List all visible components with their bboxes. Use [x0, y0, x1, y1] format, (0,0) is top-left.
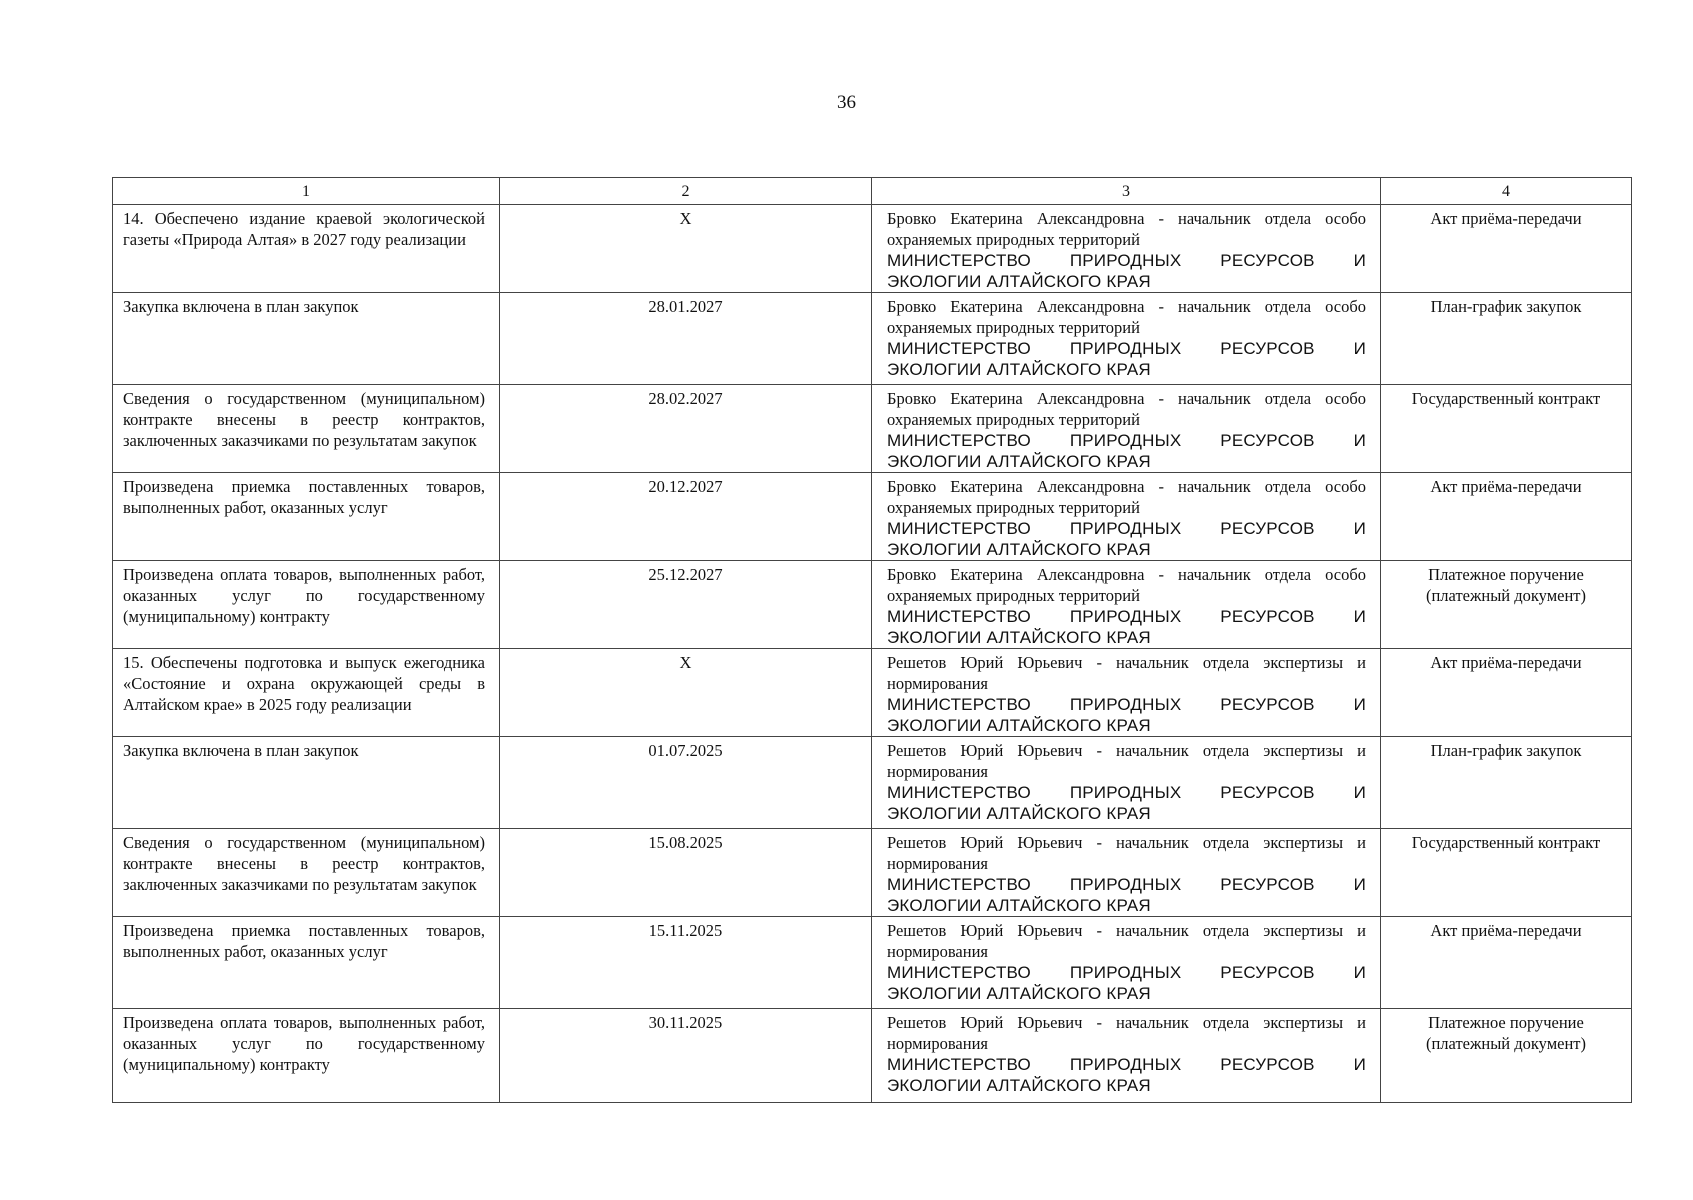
event-text: Закупка включена в план закупок: [123, 297, 359, 316]
document-cell: [1381, 917, 1632, 1009]
responsible-person: Бровко Екатерина Александровна - начальник отдела особо охраняемых природных территорий: [887, 297, 1366, 337]
organization-word: ПРИРОДНЫХ: [1069, 251, 1182, 270]
organization-word: И: [1353, 431, 1366, 450]
organization-word: РЕСУРСОВ: [1220, 431, 1315, 450]
document-text: Акт приёма-передачи: [1430, 209, 1582, 228]
document-cell: [1381, 385, 1632, 473]
organization: [887, 874, 1366, 916]
responsible-person: Решетов Юрий Юрьевич - начальник отдела экспертизы и нормирования: [887, 921, 1366, 961]
organization-word: РЕСУРСОВ: [1220, 695, 1315, 714]
responsible-cell: [872, 561, 1381, 649]
event-text: Произведена приемка поставленных товаров, выполненных работ, оказанных услуг: [123, 477, 485, 517]
organization-line-2: ЭКОЛОГИИ АЛТАЙСКОГО КРАЯ: [887, 804, 1151, 823]
event-cell: [113, 473, 500, 561]
document-text: Акт приёма-передачи: [1430, 653, 1582, 672]
event-text: Произведена оплата товаров, выполненных работ, оказанных услуг по государственному (муниципальному) контракту: [123, 1013, 485, 1074]
organization-line-2: ЭКОЛОГИИ АЛТАЙСКОГО КРАЯ: [887, 360, 1151, 379]
organization-word: ПРИРОДНЫХ: [1069, 431, 1182, 450]
organization-word: МИНИСТЕРСТВО: [887, 519, 1031, 538]
event-cell: [113, 649, 500, 737]
table-row: [113, 385, 1632, 473]
event-cell: [113, 205, 500, 293]
organization-word: РЕСУРСОВ: [1220, 519, 1315, 538]
responsible-person: Бровко Екатерина Александровна - начальник отдела особо охраняемых природных территорий: [887, 477, 1366, 517]
responsible-person: Решетов Юрий Юрьевич - начальник отдела экспертизы и нормирования: [887, 741, 1366, 781]
organization-line-2: ЭКОЛОГИИ АЛТАЙСКОГО КРАЯ: [887, 452, 1151, 471]
organization-word: И: [1353, 695, 1366, 714]
responsible-person: Бровко Екатерина Александровна - начальник отдела особо охраняемых природных территорий: [887, 565, 1366, 605]
date-text: 20.12.2027: [648, 477, 723, 496]
responsible-person: Бровко Екатерина Александровна - начальник отдела особо охраняемых природных территорий: [887, 209, 1366, 249]
column-header: 3: [872, 178, 1381, 205]
event-text: 14. Обеспечено издание краевой экологической газеты «Природа Алтая» в 2027 году реализации: [123, 209, 485, 249]
table-row: [113, 917, 1632, 1009]
responsible-cell: [872, 293, 1381, 385]
organization-word: ПРИРОДНЫХ: [1069, 339, 1182, 358]
responsible-cell: [872, 385, 1381, 473]
event-cell: [113, 385, 500, 473]
table-row: [113, 649, 1632, 737]
organization: [887, 782, 1366, 824]
date-text: 01.07.2025: [648, 741, 723, 760]
organization-line-2: ЭКОЛОГИИ АЛТАЙСКОГО КРАЯ: [887, 540, 1151, 559]
document-text: Государственный контракт: [1411, 389, 1601, 408]
event-text: Сведения о государственном (муниципальном) контракте внесены в реестр контрактов, заключенных заказчиками по результатам закупок: [123, 389, 485, 450]
date-text: 28.01.2027: [648, 297, 723, 316]
responsible-cell: [872, 829, 1381, 917]
responsible-person: Решетов Юрий Юрьевич - начальник отдела экспертизы и нормирования: [887, 1013, 1366, 1053]
organization-word: И: [1353, 519, 1366, 538]
document-cell: [1381, 829, 1632, 917]
date-cell: [500, 473, 872, 561]
event-cell: [113, 829, 500, 917]
document-text: Платежное поручение (платежный документ): [1425, 565, 1587, 605]
event-cell: [113, 293, 500, 385]
date-cell: [500, 385, 872, 473]
date-cell: [500, 829, 872, 917]
event-text: Сведения о государственном (муниципальном) контракте внесены в реестр контрактов, заключенных заказчиками по результатам закупок: [123, 833, 485, 894]
date-cell: [500, 649, 872, 737]
responsible-cell: [872, 1009, 1381, 1103]
date-cell: [500, 205, 872, 293]
document-cell: [1381, 737, 1632, 829]
table-row: [113, 829, 1632, 917]
document-cell: [1381, 473, 1632, 561]
document-text: Государственный контракт: [1411, 833, 1601, 852]
event-cell: [113, 561, 500, 649]
date-cell: [500, 293, 872, 385]
document-cell: [1381, 561, 1632, 649]
organization-word: МИНИСТЕРСТВО: [887, 251, 1031, 270]
organization-word: МИНИСТЕРСТВО: [887, 963, 1031, 982]
organization-word: И: [1353, 339, 1366, 358]
document-text: Платежное поручение (платежный документ): [1425, 1013, 1587, 1053]
table-row: [113, 293, 1632, 385]
event-cell: [113, 917, 500, 1009]
document-cell: [1381, 649, 1632, 737]
organization-word: МИНИСТЕРСТВО: [887, 431, 1031, 450]
responsible-person: Решетов Юрий Юрьевич - начальник отдела экспертизы и нормирования: [887, 833, 1366, 873]
date-text: 30.11.2025: [648, 1013, 723, 1032]
document-text: Акт приёма-передачи: [1430, 477, 1582, 496]
organization-word: ПРИРОДНЫХ: [1069, 875, 1182, 894]
date-cell: [500, 737, 872, 829]
organization-line-2: ЭКОЛОГИИ АЛТАЙСКОГО КРАЯ: [887, 628, 1151, 647]
event-cell: [113, 737, 500, 829]
organization: [887, 250, 1366, 292]
organization-line-2: ЭКОЛОГИИ АЛТАЙСКОГО КРАЯ: [887, 984, 1151, 1003]
responsible-person: Бровко Екатерина Александровна - начальник отдела особо охраняемых природных территорий: [887, 389, 1366, 429]
organization: [887, 694, 1366, 736]
date-text: 28.02.2027: [648, 389, 723, 408]
organization-word: РЕСУРСОВ: [1220, 875, 1315, 894]
document-cell: [1381, 205, 1632, 293]
organization-word: И: [1353, 1055, 1366, 1074]
date-text: 25.12.2027: [648, 565, 723, 584]
organization-word: МИНИСТЕРСТВО: [887, 607, 1031, 626]
document-text: План-график закупок: [1430, 297, 1582, 316]
document-text: Акт приёма-передачи: [1430, 921, 1582, 940]
plan-table: [112, 177, 1632, 1103]
organization-word: И: [1353, 963, 1366, 982]
date-cell: [500, 1009, 872, 1103]
document-cell: [1381, 1009, 1632, 1103]
date-text: 15.11.2025: [648, 921, 723, 940]
organization-word: И: [1353, 251, 1366, 270]
date-text: 15.08.2025: [648, 833, 723, 852]
organization: [887, 606, 1366, 648]
organization-word: ПРИРОДНЫХ: [1069, 1055, 1182, 1074]
responsible-person: Решетов Юрий Юрьевич - начальник отдела экспертизы и нормирования: [887, 653, 1366, 693]
organization: [887, 338, 1366, 380]
organization-word: И: [1353, 783, 1366, 802]
organization: [887, 1054, 1366, 1096]
organization-word: МИНИСТЕРСТВО: [887, 783, 1031, 802]
responsible-cell: [872, 473, 1381, 561]
organization: [887, 430, 1366, 472]
organization-word: И: [1353, 607, 1366, 626]
page-number: 36: [837, 92, 856, 113]
responsible-cell: [872, 205, 1381, 293]
organization-word: РЕСУРСОВ: [1220, 783, 1315, 802]
event-cell: [113, 1009, 500, 1103]
date-text: X: [679, 653, 692, 672]
table-row: [113, 205, 1632, 293]
event-text: 15. Обеспечены подготовка и выпуск ежегодника «Состояние и охрана окружающей среды в Алтайском крае» в 2025 году реализации: [123, 653, 485, 714]
organization-word: ПРИРОДНЫХ: [1069, 963, 1182, 982]
responsible-cell: [872, 649, 1381, 737]
organization-word: МИНИСТЕРСТВО: [887, 875, 1031, 894]
organization-word: МИНИСТЕРСТВО: [887, 1055, 1031, 1074]
document-cell: [1381, 293, 1632, 385]
event-text: Произведена приемка поставленных товаров, выполненных работ, оказанных услуг: [123, 921, 485, 961]
organization-word: ПРИРОДНЫХ: [1069, 695, 1182, 714]
table-row: [113, 561, 1632, 649]
date-cell: [500, 561, 872, 649]
organization-word: РЕСУРСОВ: [1220, 607, 1315, 626]
organization-word: ПРИРОДНЫХ: [1069, 519, 1182, 538]
organization-word: И: [1353, 875, 1366, 894]
table-header-row: [113, 178, 1632, 205]
responsible-cell: [872, 737, 1381, 829]
organization-word: ПРИРОДНЫХ: [1069, 607, 1182, 626]
organization-word: РЕСУРСОВ: [1220, 963, 1315, 982]
table-row: [113, 737, 1632, 829]
column-header: 4: [1381, 178, 1632, 205]
organization-line-2: ЭКОЛОГИИ АЛТАЙСКОГО КРАЯ: [887, 272, 1151, 291]
responsible-cell: [872, 917, 1381, 1009]
organization-word: РЕСУРСОВ: [1220, 339, 1315, 358]
organization: [887, 962, 1366, 1004]
organization-line-2: ЭКОЛОГИИ АЛТАЙСКОГО КРАЯ: [887, 896, 1151, 915]
table-row: [113, 1009, 1632, 1103]
column-header: 1: [113, 178, 500, 205]
date-cell: [500, 917, 872, 1009]
organization-line-2: ЭКОЛОГИИ АЛТАЙСКОГО КРАЯ: [887, 716, 1151, 735]
date-text: X: [679, 209, 692, 228]
organization-word: ПРИРОДНЫХ: [1069, 783, 1182, 802]
event-text: Закупка включена в план закупок: [123, 741, 359, 760]
document-text: План-график закупок: [1430, 741, 1582, 760]
organization-word: МИНИСТЕРСТВО: [887, 695, 1031, 714]
table-row: [113, 473, 1632, 561]
organization-word: МИНИСТЕРСТВО: [887, 339, 1031, 358]
organization: [887, 518, 1366, 560]
organization-word: РЕСУРСОВ: [1220, 251, 1315, 270]
column-header: 2: [500, 178, 872, 205]
event-text: Произведена оплата товаров, выполненных работ, оказанных услуг по государственному (муниципальному) контракту: [123, 565, 485, 626]
organization-word: РЕСУРСОВ: [1220, 1055, 1315, 1074]
organization-line-2: ЭКОЛОГИИ АЛТАЙСКОГО КРАЯ: [887, 1076, 1151, 1095]
